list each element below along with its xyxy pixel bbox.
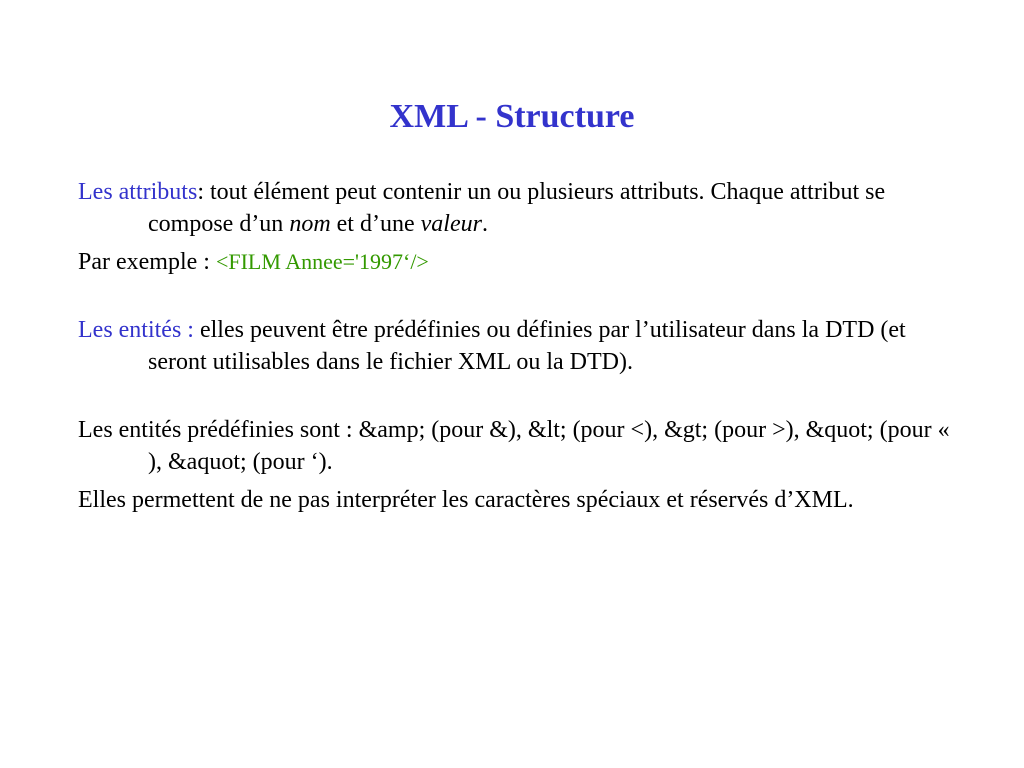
entites-text: elles peuvent être prédéfinies ou définies par l’utilisateur dans la DTD (et seront utilisables dans le fichier XML ou la DTD).: [148, 317, 906, 375]
slide-body: [78, 176, 958, 516]
paragraph-entites: [78, 314, 958, 378]
exemple-code: <FILM Annee='1997‘/>: [215, 249, 429, 274]
paragraph-exemple: [78, 246, 958, 278]
attributs-nom: nom: [289, 211, 331, 237]
entites-label: Les entités :: [78, 317, 200, 343]
attributs-text-a: : tout élément peut contenir un ou plusieurs attributs. Chaque attribut se compose d’un: [148, 179, 886, 237]
slide-title: XML - Structure: [389, 98, 635, 135]
attributs-label: Les attributs: [78, 179, 198, 205]
exemple-label: Par exemple :: [78, 249, 216, 275]
attributs-text-b: et d’une: [330, 211, 421, 237]
paragraph-predefinies: Les entités prédéfinies sont : &amp; (pour &), &lt; (pour <), &gt; (pour >), &quot; (pour « ), &aquot; (pour ‘).: [78, 417, 950, 475]
attributs-text-c: .: [481, 211, 488, 237]
attributs-valeur: valeur: [420, 211, 482, 237]
paragraph-attributs: [78, 176, 958, 240]
paragraph-permettent: Elles permettent de ne pas interpréter les caractères spéciaux et réservés d’XML.: [78, 487, 854, 513]
